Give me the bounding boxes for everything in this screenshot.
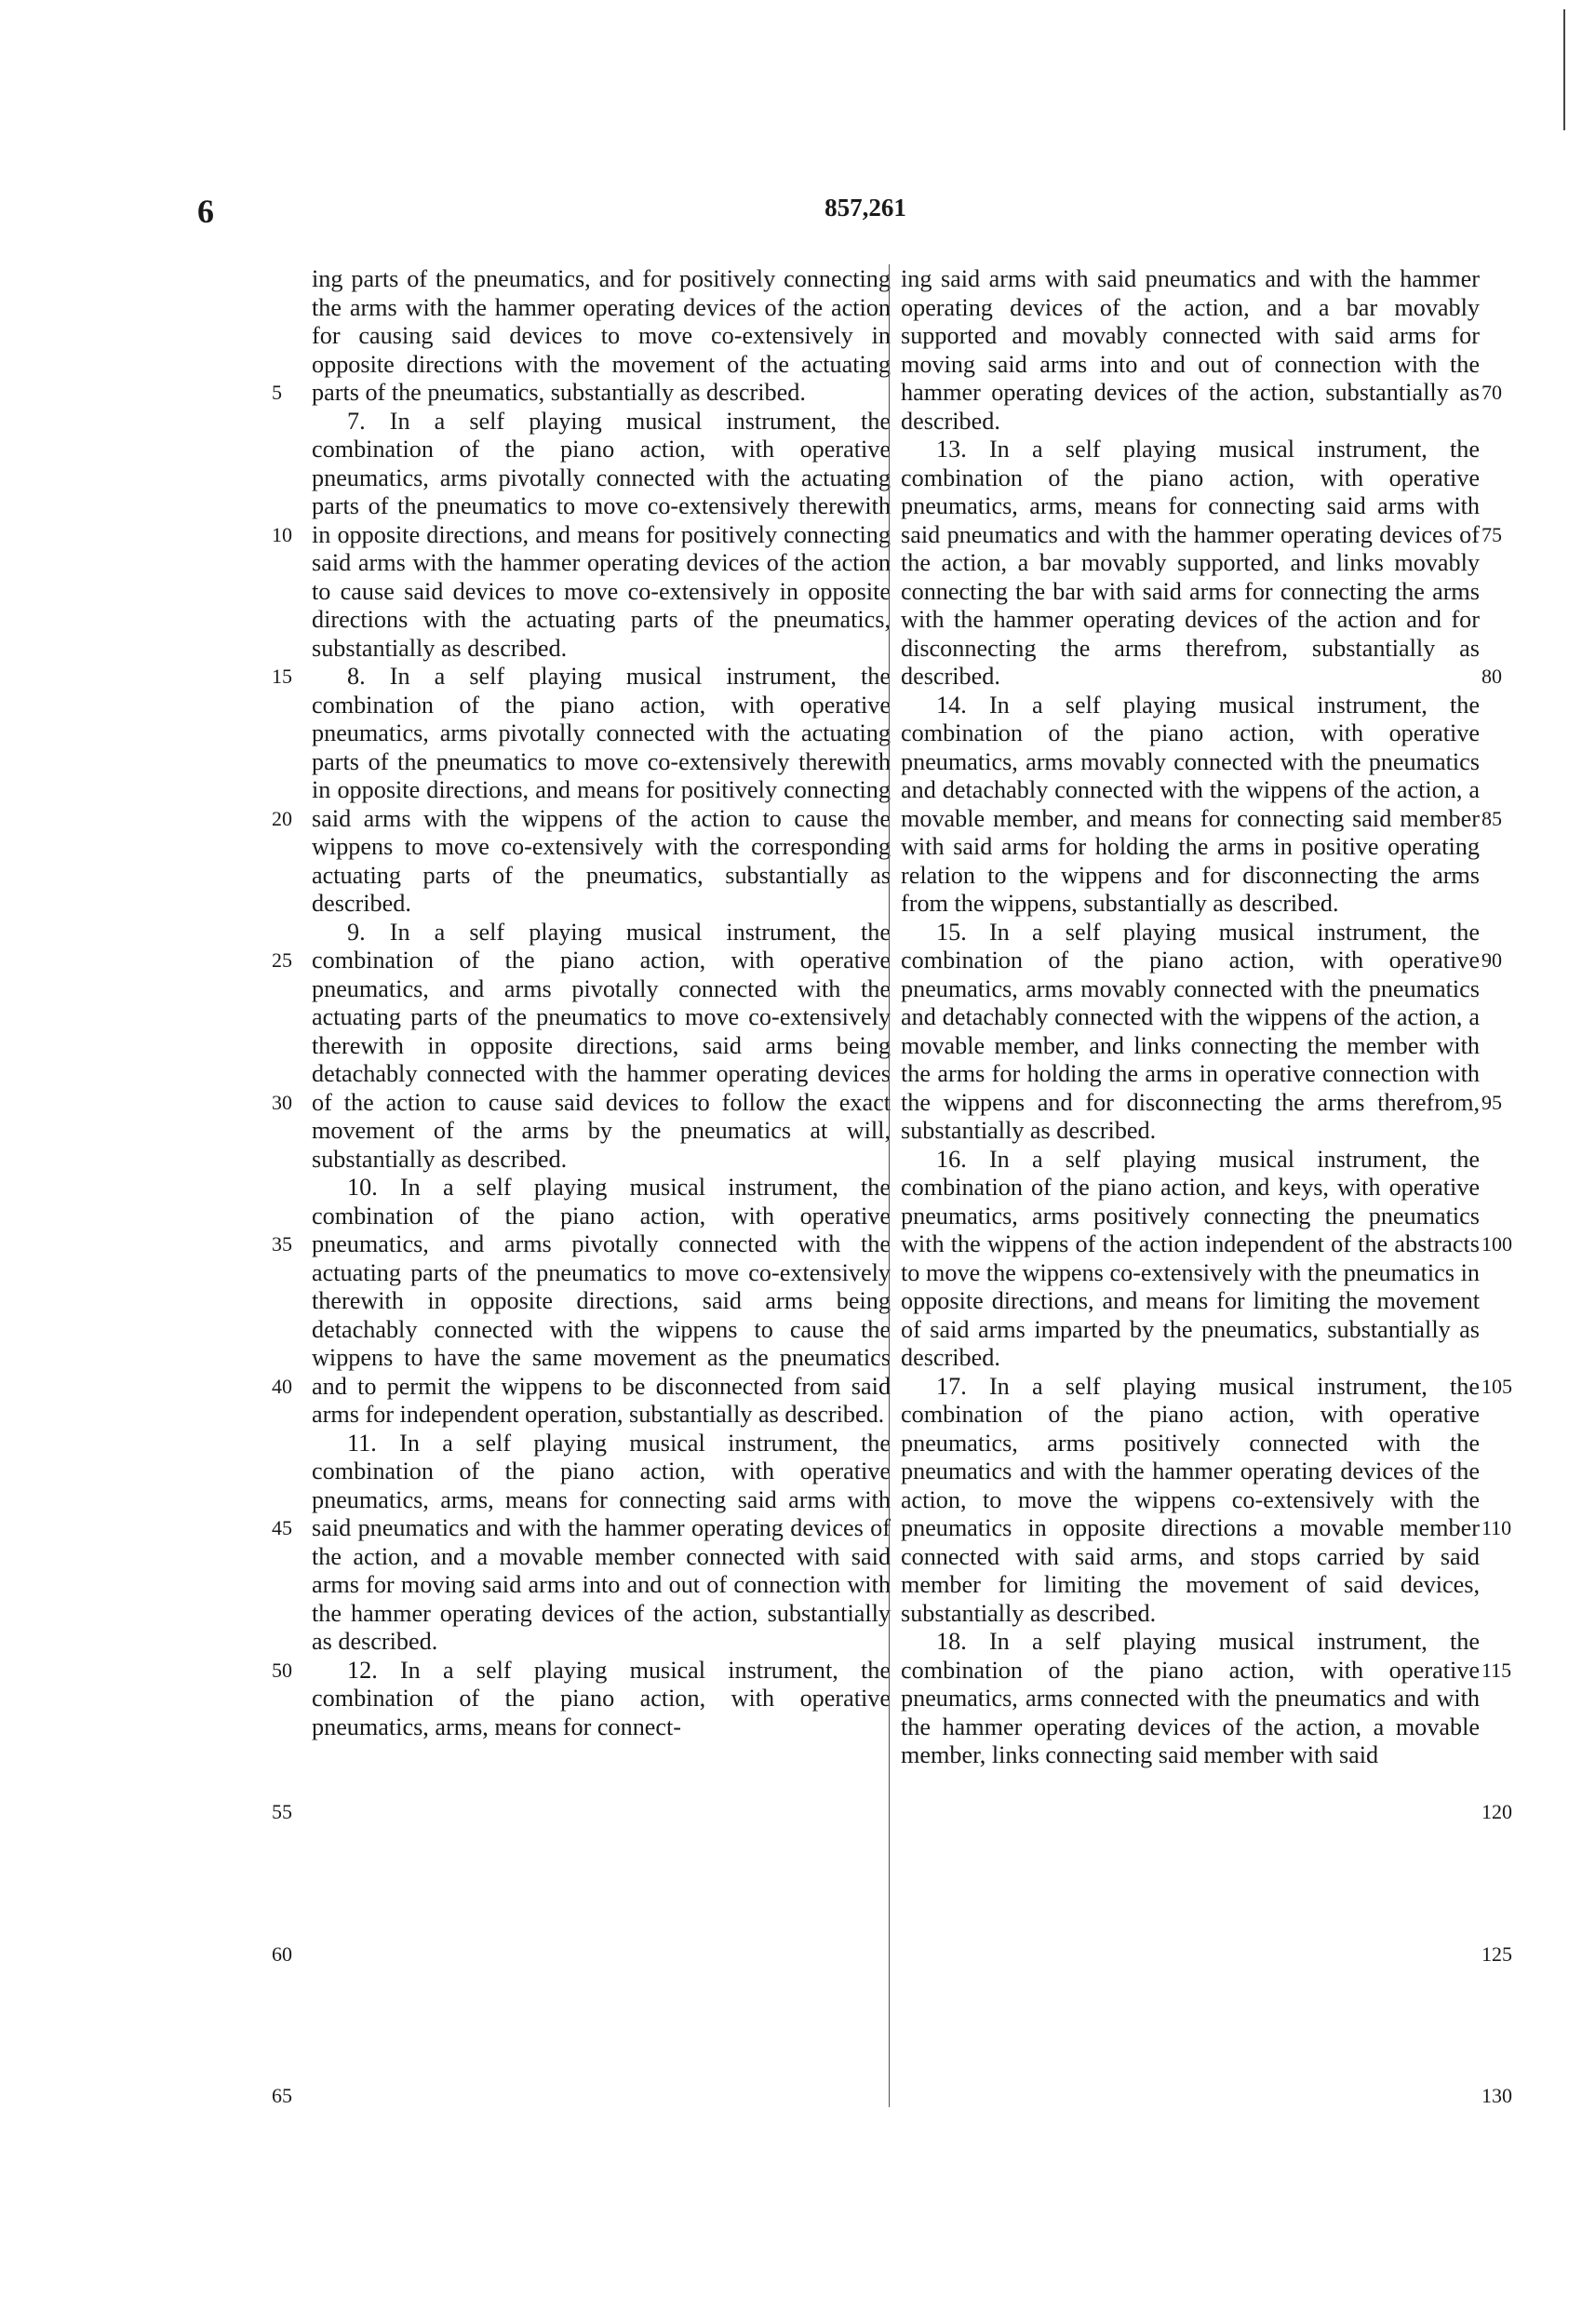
claim-paragraph: 10. In a self playing musical instrument, the combination of the piano action, with operative pneumatics, and arms pivotally connected with the actuating parts of the pneumatics to move co-extensively therewith in opposite directions, said arms being detachably connected with the wippens to cause the wippens to have the same movement as the pneumatics and to permit the wippens to be disconnected from said arms for independent operation, substantially as described. <box>312 1174 891 1428</box>
line-number: 60 <box>272 1941 292 1966</box>
line-number: 75 <box>1481 522 1502 546</box>
line-number: 80 <box>1481 665 1502 688</box>
claim-paragraph: 8. In a self playing musical instrument, the combination of the piano action, with operative pneumatics, arms pivotally connected with the actuating parts of the pneumatics to move co-extensively therewith in opposite directions, and means for positively connecting said arms with the wippens of the action to cause the wippens to move co-extensively with the corresponding actuating parts of the pneumatics, substantially as described. <box>312 663 891 917</box>
column-divider <box>889 264 890 2107</box>
line-number: 120 <box>1481 1800 1512 1823</box>
line-number: 5 <box>272 381 282 404</box>
scan-edge-mark <box>1563 9 1565 130</box>
line-number: 110 <box>1481 1516 1512 1539</box>
left-column <box>312 265 891 1741</box>
line-number: 115 <box>1481 1658 1512 1682</box>
claim-paragraph: ing said arms with said pneumatics and with the hammer operating devices of the action, and a bar movably supported and movably connected with said arms for moving said arms into and out of connection with the hammer operating devices of the action, substantially as described. <box>901 265 1480 435</box>
line-number: 55 <box>272 1800 292 1823</box>
line-number: 65 <box>272 2084 292 2107</box>
line-number: 95 <box>1481 1090 1502 1114</box>
claim-paragraph: 12. In a self playing musical instrument, the combination of the piano action, with operative pneumatics, arms, means for connect- <box>312 1656 891 1740</box>
claim-paragraph: 15. In a self playing musical instrument, the combination of the piano action, with operative pneumatics, arms movably connected with the pneumatics and detachably connected with the wippens of the action, a movable member, and links connecting the member with the arms for holding the arms in operative connection with the wippens and for disconnecting the arms therefrom, substantially as described. <box>901 918 1480 1144</box>
line-number: 45 <box>272 1516 292 1539</box>
line-number: 100 <box>1481 1232 1512 1256</box>
line-number: 25 <box>272 948 292 972</box>
claim-paragraph: 14. In a self playing musical instrument, the combination of the piano action, with operative pneumatics, arms movably connected with the pneumatics and detachably connected with the wippens of the action, a movable member, and means for connecting said member with said arms for holding the arms in positive operating relation to the wippens and for disconnecting the arms from the wippens, substantially as described. <box>901 691 1480 917</box>
claim-paragraph: 13. In a self playing musical instrument, the combination of the piano action, with operative pneumatics, arms, means for connecting said arms with said pneumatics and with the hammer operating devices of the action, a bar movably supported, and links movably connecting the bar with said arms for connecting the arms with the hammer operating devices of the action and for disconnecting the arms therefrom, substantially as described. <box>901 436 1480 690</box>
claim-paragraph: 16. In a self playing musical instrument, the combination of the piano action, and keys, with operative pneumatics, arms positively connecting the pneumatics with the wippens of the action independent of the abstracts to move the wippens co-extensively with the pneumatics in opposite directions, and means for limiting the movement of said arms imparted by the pneumatics, substantially as described. <box>901 1145 1480 1371</box>
line-number: 105 <box>1481 1374 1512 1398</box>
claim-paragraph: ing parts of the pneumatics, and for positively connecting the arms with the hammer operating devices of the action for causing said devices to move co-extensively in opposite directions with the movement of the actuating parts of the pneumatics, substantially as described. <box>312 265 891 406</box>
line-number: 125 <box>1481 1941 1512 1966</box>
claim-paragraph: 9. In a self playing musical instrument, the combination of the piano action, with operative pneumatics, and arms pivotally connected with the actuating parts of the pneumatics to move co-extensively therewith in opposite directions, said arms being detachably connected with the hammer operating devices of the action to cause said devices to follow the exact movement of the arms by the pneumatics at will, substantially as described. <box>312 918 891 1173</box>
line-number: 130 <box>1481 2084 1512 2107</box>
patent-number: 857,261 <box>825 194 906 222</box>
line-number: 40 <box>272 1374 292 1398</box>
line-number: 70 <box>1481 381 1502 404</box>
claim-paragraph: 17. In a self playing musical instrument, the combination of the piano action, with operative pneumatics, arms positively connected with the pneumatics and with the hammer operating devices of the action, to move the wippens co-extensively with the pneumatics in opposite directions a movable member connected with said arms, and stops carried by said member for limiting the movement of said devices, substantially as described. <box>901 1372 1480 1627</box>
line-number: 90 <box>1481 948 1502 972</box>
claim-paragraph: 11. In a self playing musical instrument, the combination of the piano action, with operative pneumatics, arms, means for connecting said arms with said pneumatics and with the hammer operating devices of the action, and a movable member connected with said arms for moving said arms into and out of connection with the hammer operating devices of the action, substantially as described. <box>312 1429 891 1655</box>
right-column <box>901 265 1480 1770</box>
line-number: 20 <box>272 806 292 830</box>
line-number: 15 <box>272 665 292 688</box>
claim-paragraph: 18. In a self playing musical instrument, the combination of the piano action, with operative pneumatics, arms connected with the pneumatics and with the hammer operating devices of the action, a movable member, links connecting said member with said <box>901 1628 1480 1768</box>
line-number: 50 <box>272 1658 292 1682</box>
line-number: 10 <box>272 522 292 546</box>
claim-paragraph: 7. In a self playing musical instrument, the combination of the piano action, with operative pneumatics, arms pivotally connected with the actuating parts of the pneumatics to move co-extensively therewith in opposite directions, and means for positively connecting said arms with the hammer operating devices of the action to cause said devices to move co-extensively in opposite directions with the actuating parts of the pneumatics, substantially as described. <box>312 407 891 662</box>
page-number: 6 <box>197 193 215 230</box>
line-number: 30 <box>272 1090 292 1114</box>
line-number: 35 <box>272 1232 292 1256</box>
line-number: 85 <box>1481 806 1502 830</box>
